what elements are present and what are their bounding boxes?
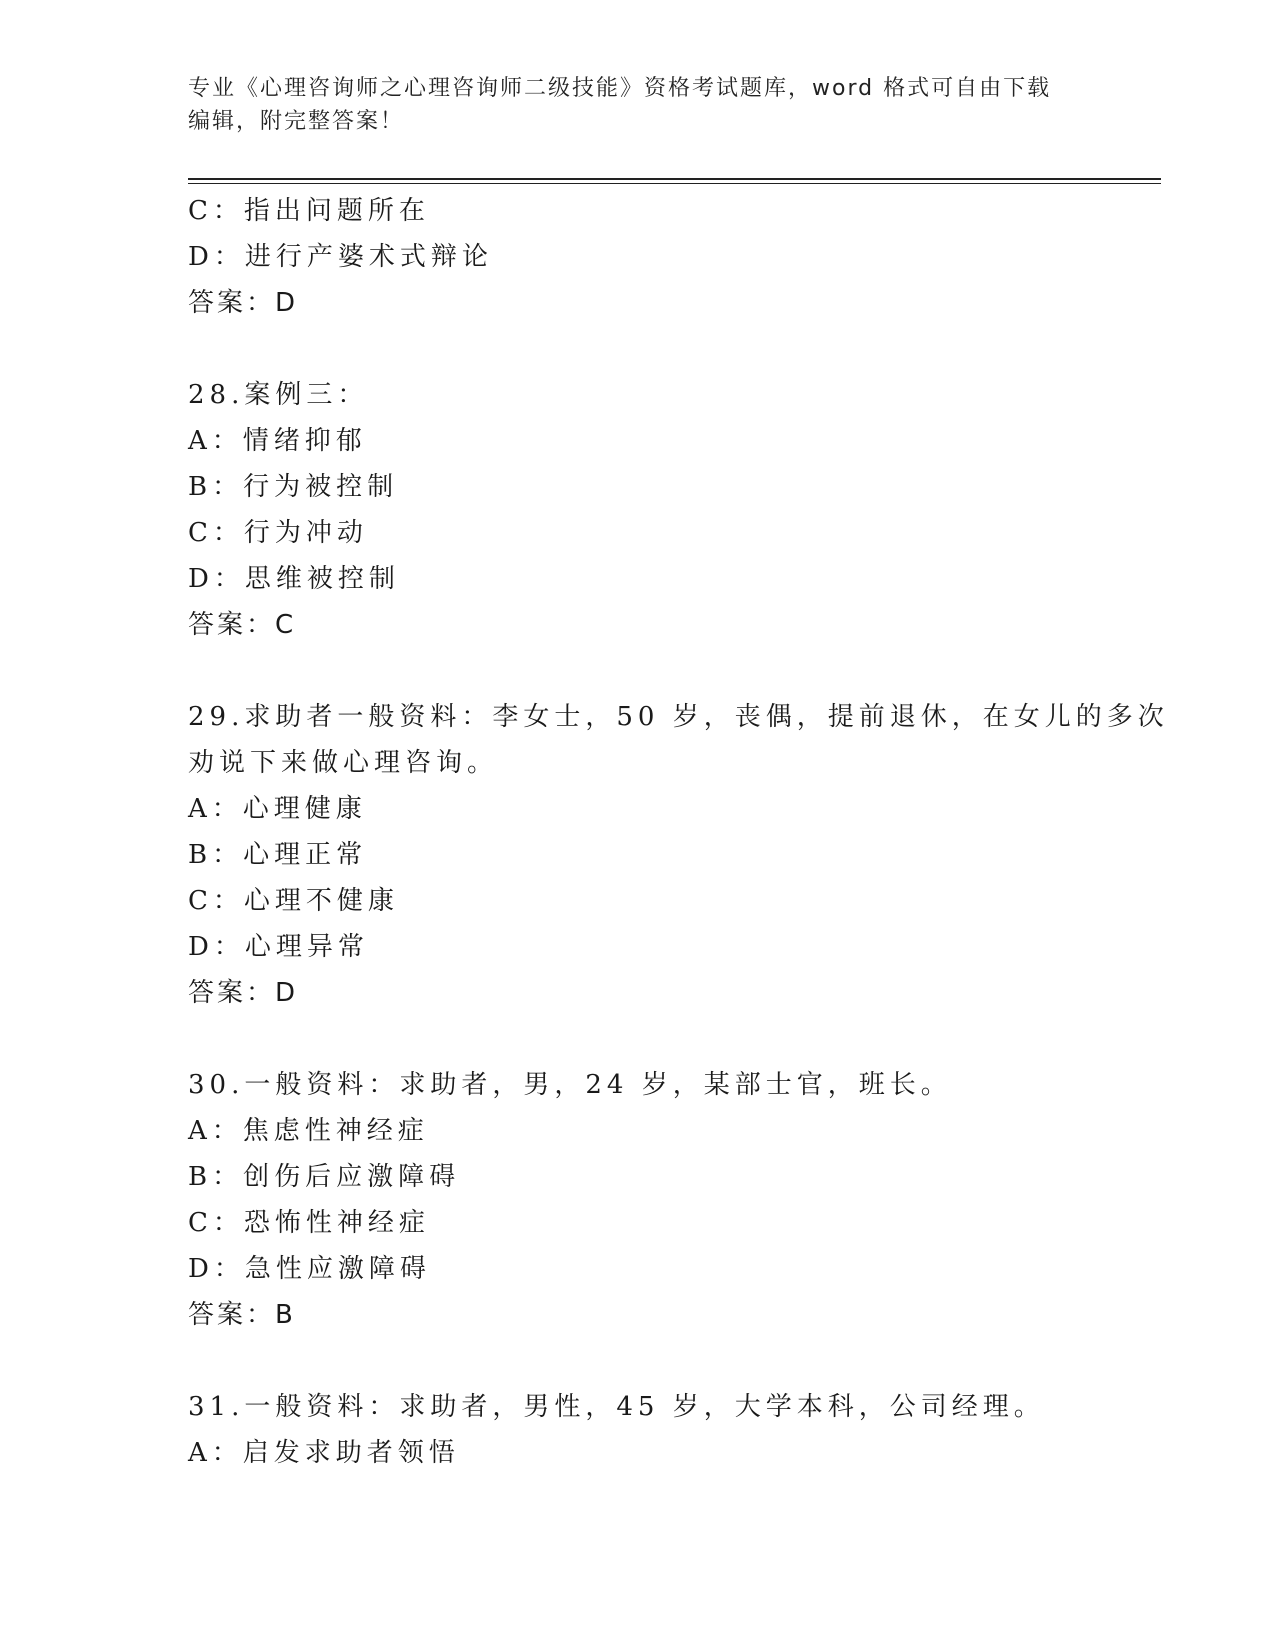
answer: 答案：C [188, 610, 297, 640]
question-31 [188, 1384, 1108, 1476]
option-a: A：启发求助者领悟 [188, 1438, 460, 1468]
question-29 [188, 694, 1169, 1016]
question-stem-line-1: 29.求助者一般资料：李女士，50 岁，丧偶，提前退休，在女儿的多次 [188, 702, 1169, 732]
question-list [188, 188, 1169, 1476]
question-stem: 28.案例三： [188, 380, 369, 410]
answer: 答案：D [188, 288, 299, 318]
option-d: D：心理异常 [188, 932, 369, 962]
question-stem: 30.一般资料：求助者，男，24 岁，某部士官，班长。 [188, 1070, 952, 1100]
partial-question [188, 188, 1108, 326]
option-d: D：思维被控制 [188, 564, 400, 594]
header-line-2: 编辑，附完整答案！ [188, 109, 405, 134]
question-30 [188, 1062, 1108, 1338]
option-a: A：情绪抑郁 [188, 426, 367, 456]
option-c: C：行为冲动 [188, 518, 368, 548]
question-28 [188, 372, 1108, 648]
header-line-1: 专业《心理咨询师之心理咨询师二级技能》资格考试题库，word 格式可自由下载 [188, 76, 1052, 101]
option-a: A：焦虑性神经症 [188, 1116, 429, 1146]
option-d: D：急性应激障碍 [188, 1254, 431, 1284]
answer: 答案：B [188, 1300, 296, 1330]
option-a: A：心理健康 [188, 794, 367, 824]
option-d: D：进行产婆术式辩论 [188, 242, 493, 272]
question-stem-line-2: 劝说下来做心理咨询。 [188, 748, 499, 778]
question-stem: 31.一般资料：求助者，男性，45 岁，大学本科，公司经理。 [188, 1392, 1045, 1422]
header-rule-thick [188, 178, 1161, 180]
option-b: B：心理正常 [188, 840, 368, 870]
option-c: C：指出问题所在 [188, 196, 430, 226]
option-c: C：恐怖性神经症 [188, 1208, 430, 1238]
header-rule-thin [188, 183, 1161, 184]
option-c: C：心理不健康 [188, 886, 399, 916]
document-header [188, 72, 1088, 138]
option-b: B：创伤后应激障碍 [188, 1162, 461, 1192]
option-b: B：行为被控制 [188, 472, 399, 502]
answer: 答案：D [188, 978, 299, 1008]
